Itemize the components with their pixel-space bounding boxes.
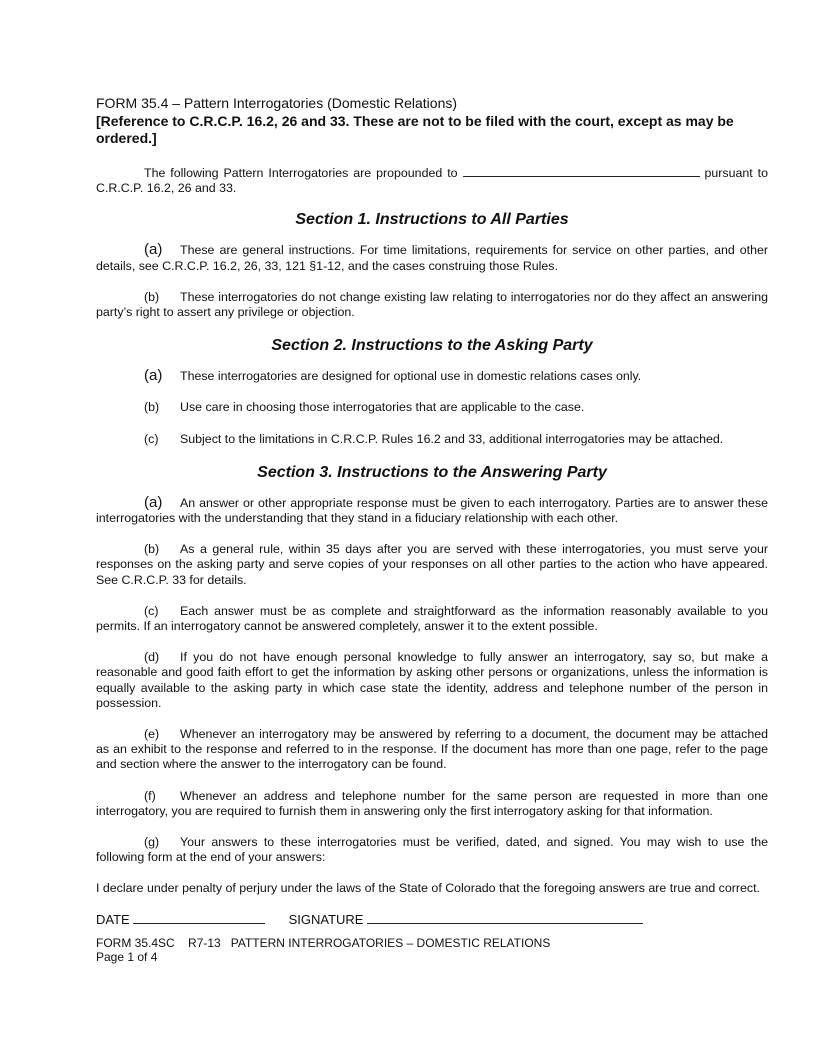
reference-line: [Reference to C.R.C.P. 16.2, 26 and 33. These are not to be filed with the court, except as may be ordered.] — [96, 113, 734, 146]
item-text: Subject to the limitations in C.R.C.P. Rules 16.2 and 33, additional interrogatories may be attached. — [180, 431, 724, 446]
section-1-item-a — [96, 242, 768, 273]
intro-paragraph — [96, 164, 768, 196]
footer-revision: R7-13 — [188, 935, 221, 950]
section-2-item-c — [96, 432, 768, 447]
section-1-item-b — [96, 290, 768, 320]
section-3-item-b — [96, 542, 768, 588]
item-label: (a) — [144, 367, 163, 385]
item-text: Each answer must be as complete and straightforward as the information reasonably available to you permits. If an interrogatory cannot be answered completely, answer it to the extent possible. — [96, 603, 768, 634]
item-label: (e) — [144, 727, 160, 742]
section-3-item-d — [96, 650, 768, 711]
item-label: (g) — [144, 835, 160, 850]
item-label: (c) — [144, 431, 159, 446]
item-label: (d) — [144, 650, 160, 665]
item-label: (c) — [144, 603, 159, 618]
section-3-item-f — [96, 789, 768, 819]
footer-page-number: Page 1 of 4 — [96, 949, 158, 964]
footer-title: PATTERN INTERROGATORIES – DOMESTIC RELATIONS — [230, 935, 551, 950]
section-1-heading: Section 1. Instructions to All Parties — [295, 211, 569, 229]
signature-block — [96, 911, 768, 928]
section-2-item-b — [96, 400, 768, 415]
section-3-item-g — [96, 835, 768, 865]
signature-label: SIGNATURE — [288, 911, 364, 927]
item-text: If you do not have enough personal knowledge to fully answer an interrogatory, say so, but make a reasonable and good faith effort to get the information by asking other persons or organizations, unless the information is equally available to the asking party in which case state the identity, address and telephone number of the person in possession. — [96, 650, 768, 710]
section-3-item-e — [96, 727, 768, 773]
section-3-item-c — [96, 604, 768, 634]
item-label: (b) — [144, 542, 160, 557]
item-text: An answer or other appropriate response must be given to each interrogatory. Parties are to answer these interrogatories with the understanding that they stand in a fiduciary relationship with each other. — [96, 495, 768, 526]
section-2-heading: Section 2. Instructions to the Asking Party — [271, 337, 593, 355]
section-2-item-a — [96, 368, 768, 384]
intro-text-after: pursuant to C.R.C.P. 16.2, 26 and 33. — [96, 166, 768, 196]
item-label: (a) — [144, 241, 163, 259]
declaration-statement: I declare under penalty of perjury under the laws of the State of Colorado that the foregoing answers are true and correct. — [96, 881, 760, 896]
section-3-item-a — [96, 495, 768, 526]
item-text: As a general rule, within 35 days after you are served with these interrogatories, you must serve your responses on the asking party and serve copies of your responses on all other parties to the action who have appeared. See C.R.C.P. 33 for details. — [96, 542, 768, 587]
date-label: DATE — [96, 911, 130, 927]
item-text: Whenever an address and telephone number for the same person are requested in more than one interrogatory, you are required to furnish them in answering only the first interrogatory asking for that information. — [96, 788, 768, 818]
intro-text-before: The following Pattern Interrogatories are propounded to — [144, 166, 458, 180]
item-text: These interrogatories do not change existing law relating to interrogatories nor do they affect an answering party’s right to assert any privilege or objection. — [96, 289, 768, 320]
item-label: (a) — [144, 493, 163, 511]
form-title: FORM 35.4 – Pattern Interrogatories (Domestic Relations) — [96, 95, 458, 111]
item-label: (f) — [144, 788, 156, 803]
item-text: Use care in choosing those interrogatories that are applicable to the case. — [180, 400, 585, 415]
item-label: (b) — [144, 400, 160, 415]
section-3-heading: Section 3. Instructions to the Answering Party — [257, 463, 607, 481]
item-label: (b) — [144, 289, 160, 304]
item-text: These interrogatories are designed for optional use in domestic relations cases only. — [180, 369, 642, 384]
document-page — [96, 95, 768, 964]
item-text: Whenever an interrogatory may be answered by referring to a document, the document may be attached as an exhibit to the response and referred to in the response. If the document has more than one page, refer to the page and section where the answer to the interrogatory can be found. — [96, 727, 768, 772]
page-footer — [96, 936, 768, 964]
propounded-to-blank[interactable] — [463, 164, 700, 177]
item-text: Your answers to these interrogatories must be verified, dated, and signed. You may wish to use the following form at the end of your answers: — [96, 835, 768, 865]
signature-blank[interactable] — [367, 911, 643, 924]
footer-form-id: FORM 35.4SC — [96, 935, 175, 950]
item-text: These are general instructions. For time limitations, requirements for service on other parties, and other details, see C.R.C.P. 16.2, 26, 33, 121 §1-12, and the cases construing those Rules. — [96, 243, 768, 273]
date-blank[interactable] — [133, 911, 265, 924]
